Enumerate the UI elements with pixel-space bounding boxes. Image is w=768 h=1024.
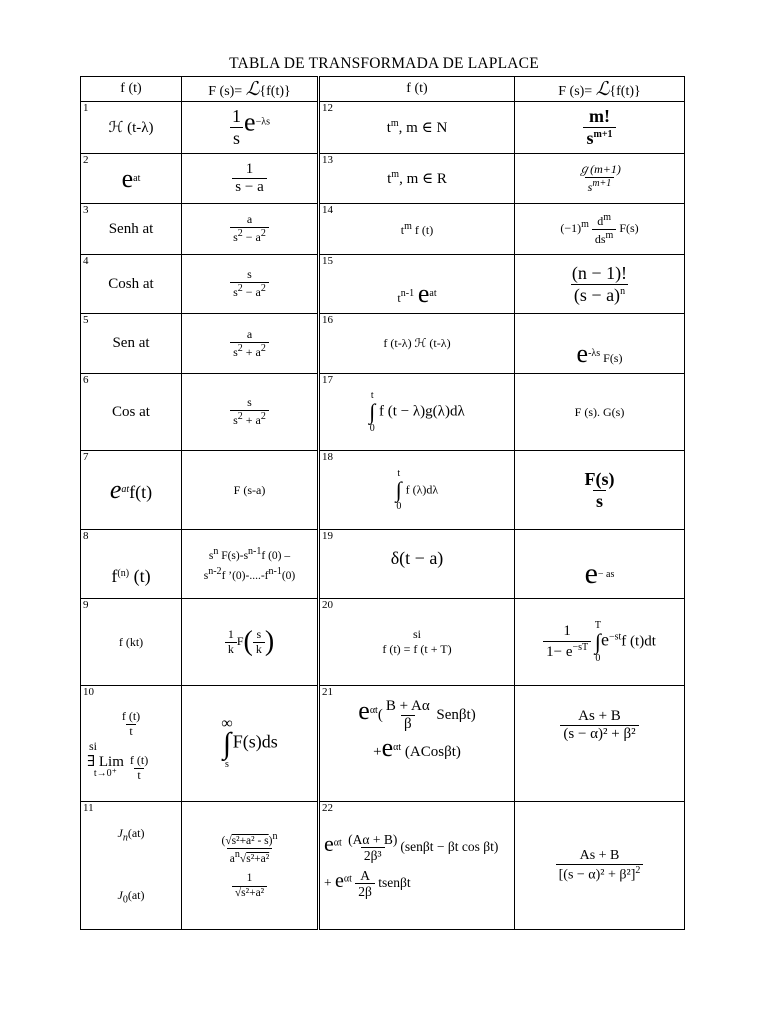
cell-f-11: 11 $J_n(at)$ $J_0(at)$ [81, 802, 182, 930]
cell-F-18: $\frac{F(s)}{s}$ [515, 451, 685, 530]
cell-F-11: $\frac{(√s^2+a^2 - s)^n}{a^n√s^2+a^2}$ $\frac{1}{\text{√s²+a²}}$ [182, 802, 319, 930]
table-row [81, 451, 685, 530]
cell-F-16: $e^{-\lambda s}$ F(s) [515, 314, 685, 374]
cell-F-20: $\frac{1}{1- e^{-sT}}$ T ∫ 0 $e^{-st}f$ (t)dt [515, 599, 685, 686]
cell-F-19: $e^{- as}$ [515, 530, 685, 599]
header-F-2: F (s)= ℒ{f(t)} [515, 77, 685, 102]
cell-f-15: 15 $t^{n-1}$ $e^{at}$ [319, 255, 515, 314]
table-header-row [81, 77, 685, 102]
table-row [81, 204, 685, 255]
table-row [81, 314, 685, 374]
cell-f-12: 12 $t^m$, m ∈ N [319, 102, 515, 154]
cell-F-9: $\frac{1}{k}$ F( $\frac{s}{k}$ ) [182, 599, 319, 686]
cell-F-3: $\frac{a}{s^2 - a^2}$ [182, 204, 319, 255]
cell-f-20: 20 si f (t) = f (t + T) [319, 599, 515, 686]
cell-f-13: 13 $t^m$, m ∈ R [319, 154, 515, 204]
cell-F-10: ∞ ∫ s F(s)ds [182, 686, 319, 802]
cell-f-8: 8 $f^{(n)}$ (t) [81, 530, 182, 599]
cell-F-4: $\frac{s}{s^2 - a^2}$ [182, 255, 319, 314]
cell-f-7: 7 $e^{at}f(t)$ [81, 451, 182, 530]
cell-F-15: $\frac{(n - 1)!}{(s - a)^n}$ [515, 255, 685, 314]
cell-f-17: 17 t ∫ 0 f (t − λ)g(λ)dλ [319, 374, 515, 451]
table-row [81, 154, 685, 204]
cell-F-14: $(-1)^m$ $d^m$ $ds^m$ F(s) [515, 204, 685, 255]
table-row [81, 374, 685, 451]
cell-F-5: $\frac{a}{s^2 + a^2}$ [182, 314, 319, 374]
table-row [81, 530, 685, 599]
cell-f-6: 6 Cos at [81, 374, 182, 451]
cell-f-1: 1 ℋ (t-λ) [81, 102, 182, 154]
cell-f-2: 2 $e^{at}$ [81, 154, 182, 204]
cell-F-17: F (s). G(s) [515, 374, 685, 451]
cell-F-1: $\frac{1}{s}$ $e^{-\lambda s}$ [182, 102, 319, 154]
cell-F-8: $s^n$ $F(s)-s^{n-1}f$ (0) – $s^{n-2}f$ $’(0)-....-f^{n-1}(0)$ [182, 530, 319, 599]
cell-f-21: 21 $e^{\alpha t}$( $\frac{B + A\alpha}{\beta}$ Senβt) $+e^{\alpha t}$ (ACosβt) [319, 686, 515, 802]
cell-f-9: 9 f (kt) [81, 599, 182, 686]
cell-f-5: 5 Sen at [81, 314, 182, 374]
cell-F-2: $\frac{1}{s - a}$ [182, 154, 319, 204]
cell-F-21: $\frac{As + B}{\text{(s − α)² + β²}}$ [515, 686, 685, 802]
cell-f-18: 18 t ∫ 0 f (λ)dλ [319, 451, 515, 530]
table-row [81, 802, 685, 930]
cell-f-22: 22 $e^{\alpha t}$ $\frac{(A\alpha + B)}{\text{2β³}}$ (senβt − βt cos βt) + $e^{\alpha t}$ $\frac{A}{2\beta}$ tsenβt [319, 802, 515, 930]
table-row [81, 255, 685, 314]
cell-f-10: 10 $\frac{f (t)}{t}$ si ∃ Lim t→0⁺ $\frac{f (t)}{t}$ [81, 686, 182, 802]
header-f: f (t) [81, 77, 182, 102]
cell-f-19: 19 δ(t − a) [319, 530, 515, 599]
cell-F-7: F (s-a) [182, 451, 319, 530]
cell-F-22: $\frac{As + B}{[(s - \alpha)^2 + \beta^2]^2}$ [515, 802, 685, 930]
laplace-table [80, 76, 685, 930]
page-title: TABLA DE TRANSFORMADA DE LAPLACE [229, 55, 539, 72]
cell-f-14: 14 $t^m$ f (t) [319, 204, 515, 255]
cell-f-3: 3 Senh at [81, 204, 182, 255]
cell-F-12: $\frac{m!}{s^{m+1}}$ [515, 102, 685, 154]
header-F: F (s)= ℒ{f(t)} [182, 77, 319, 102]
cell-f-4: 4 Cosh at [81, 255, 182, 314]
cell-F-6: $\frac{s}{s^2 + a^2}$ [182, 374, 319, 451]
table-row [81, 599, 685, 686]
table-row [81, 102, 685, 154]
header-f-2: f (t) [319, 77, 515, 102]
cell-f-16: 16 f (t-λ) ℋ (t-λ) [319, 314, 515, 374]
table-row [81, 686, 685, 802]
cell-F-13: ℊ(m+1) $s^{m+1}$ [515, 154, 685, 204]
